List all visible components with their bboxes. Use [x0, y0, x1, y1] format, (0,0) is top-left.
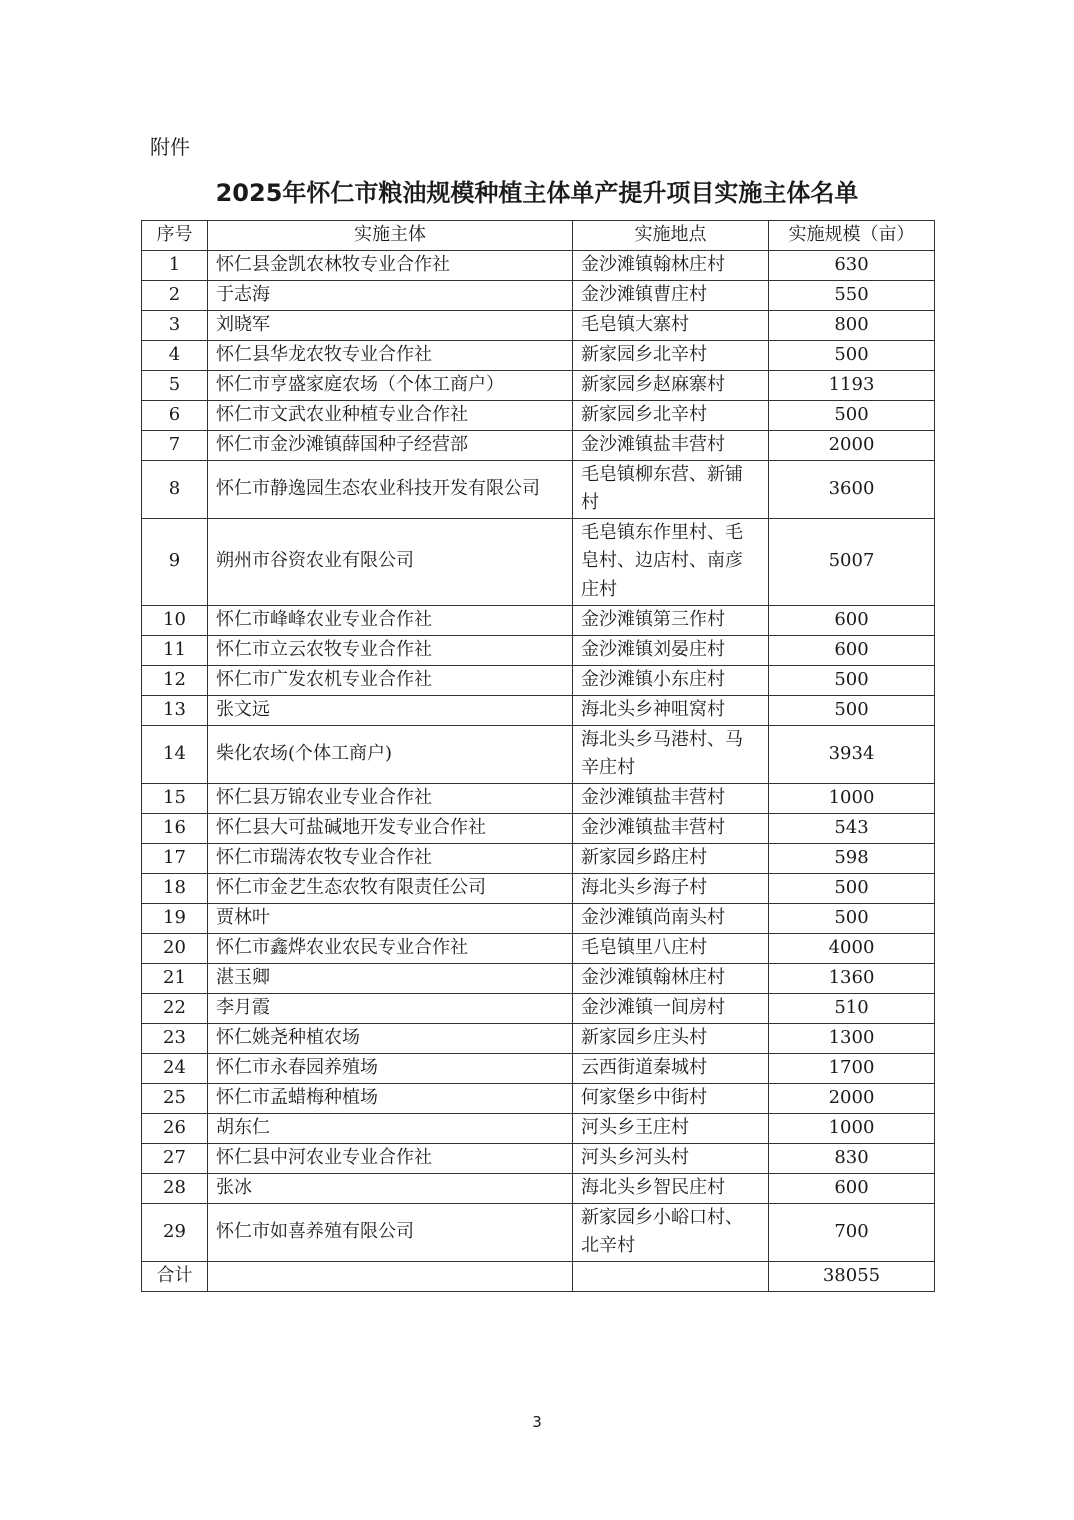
table-row — [142, 400, 935, 430]
implementation-scale: 500 — [769, 873, 935, 903]
total-label: 合计 — [142, 1261, 208, 1291]
implementer-name: 怀仁县金凯农林牧专业合作社 — [208, 250, 573, 280]
implementer-name: 胡东仁 — [208, 1113, 573, 1143]
row-number: 14 — [142, 725, 208, 783]
header-location: 实施地点 — [573, 221, 769, 251]
implementation-scale: 5007 — [769, 518, 935, 605]
table-row — [142, 460, 935, 518]
implementation-scale: 1000 — [769, 1113, 935, 1143]
implementation-scale: 598 — [769, 843, 935, 873]
implementation-scale: 830 — [769, 1143, 935, 1173]
table-row — [142, 280, 935, 310]
implementer-name: 李月霞 — [208, 993, 573, 1023]
table-row — [142, 1143, 935, 1173]
row-number: 28 — [142, 1173, 208, 1203]
table-row — [142, 873, 935, 903]
implementation-location: 金沙滩镇盐丰营村 — [573, 430, 769, 460]
row-number: 21 — [142, 963, 208, 993]
table-row — [142, 813, 935, 843]
implementation-location: 金沙滩镇翰林庄村 — [573, 963, 769, 993]
implementation-scale: 500 — [769, 340, 935, 370]
implementation-location: 海北头乡海子村 — [573, 873, 769, 903]
implementer-name: 怀仁市如喜养殖有限公司 — [208, 1203, 573, 1261]
table-row — [142, 518, 935, 605]
implementer-name: 怀仁市孟蜡梅种植场 — [208, 1083, 573, 1113]
implementation-location: 新家园乡庄头村 — [573, 1023, 769, 1053]
table-row — [142, 635, 935, 665]
row-number: 29 — [142, 1203, 208, 1261]
row-number: 15 — [142, 783, 208, 813]
implementer-name: 怀仁县华龙农牧专业合作社 — [208, 340, 573, 370]
header-name: 实施主体 — [208, 221, 573, 251]
table-row — [142, 843, 935, 873]
table-row — [142, 963, 935, 993]
row-number: 3 — [142, 310, 208, 340]
implementer-name: 怀仁市广发农机专业合作社 — [208, 665, 573, 695]
implementer-name: 怀仁县万锦农业专业合作社 — [208, 783, 573, 813]
table-row — [142, 430, 935, 460]
total-empty-name — [208, 1261, 573, 1291]
total-row — [142, 1261, 935, 1291]
page-number: 3 — [532, 1413, 542, 1431]
implementation-scale: 500 — [769, 400, 935, 430]
implementer-name: 柴化农场(个体工商户) — [208, 725, 573, 783]
row-number: 9 — [142, 518, 208, 605]
table-row — [142, 933, 935, 963]
implementation-scale: 1360 — [769, 963, 935, 993]
table-row — [142, 340, 935, 370]
implementation-location: 新家园乡小峪口村、北辛村 — [573, 1203, 769, 1261]
total-scale: 38055 — [769, 1261, 935, 1291]
table-row — [142, 1083, 935, 1113]
implementation-scale: 500 — [769, 695, 935, 725]
row-number: 1 — [142, 250, 208, 280]
table-row — [142, 1203, 935, 1261]
implementation-scale: 1700 — [769, 1053, 935, 1083]
table-row — [142, 1113, 935, 1143]
header-scale: 实施规模（亩） — [769, 221, 935, 251]
implementation-location: 金沙滩镇一间房村 — [573, 993, 769, 1023]
implementation-scale: 1193 — [769, 370, 935, 400]
implementation-location: 毛皂镇大寨村 — [573, 310, 769, 340]
table-row — [142, 695, 935, 725]
row-number: 27 — [142, 1143, 208, 1173]
implementation-location: 金沙滩镇尚南头村 — [573, 903, 769, 933]
implementation-location: 新家园乡北辛村 — [573, 340, 769, 370]
implementer-name: 贾林叶 — [208, 903, 573, 933]
implementer-name: 怀仁市瑞涛农牧专业合作社 — [208, 843, 573, 873]
implementation-location: 金沙滩镇第三作村 — [573, 605, 769, 635]
implementer-name: 刘晓军 — [208, 310, 573, 340]
implementer-name: 怀仁市静逸园生态农业科技开发有限公司 — [208, 460, 573, 518]
implementer-name: 怀仁市文武农业种植专业合作社 — [208, 400, 573, 430]
implementation-scale: 4000 — [769, 933, 935, 963]
total-empty-location — [573, 1261, 769, 1291]
implementation-scale: 500 — [769, 903, 935, 933]
implementer-name: 怀仁市永春园养殖场 — [208, 1053, 573, 1083]
row-number: 8 — [142, 460, 208, 518]
row-number: 10 — [142, 605, 208, 635]
row-number: 24 — [142, 1053, 208, 1083]
implementation-location: 海北头乡马港村、马辛庄村 — [573, 725, 769, 783]
implementer-name: 怀仁市鑫烨农业农民专业合作社 — [208, 933, 573, 963]
table-row — [142, 1053, 935, 1083]
table-row — [142, 903, 935, 933]
row-number: 20 — [142, 933, 208, 963]
implementer-name: 朔州市谷资农业有限公司 — [208, 518, 573, 605]
implementation-location: 新家园乡北辛村 — [573, 400, 769, 430]
implementation-location: 金沙滩镇盐丰营村 — [573, 783, 769, 813]
table-row — [142, 993, 935, 1023]
table-row — [142, 310, 935, 340]
implementation-scale: 1300 — [769, 1023, 935, 1053]
implementer-name: 怀仁县中河农业专业合作社 — [208, 1143, 573, 1173]
row-number: 4 — [142, 340, 208, 370]
table-row — [142, 605, 935, 635]
implementation-location: 毛皂镇里八庄村 — [573, 933, 769, 963]
implementer-name: 怀仁姚尧种植农场 — [208, 1023, 573, 1053]
implementer-name: 张文远 — [208, 695, 573, 725]
page-title: 2025年怀仁市粮油规模种植主体单产提升项目实施主体名单 — [215, 179, 859, 207]
implementation-location: 金沙滩镇盐丰营村 — [573, 813, 769, 843]
implementation-scale: 3934 — [769, 725, 935, 783]
implementation-scale: 800 — [769, 310, 935, 340]
table-row — [142, 783, 935, 813]
row-number: 18 — [142, 873, 208, 903]
implementation-scale: 2000 — [769, 1083, 935, 1113]
implementation-scale: 2000 — [769, 430, 935, 460]
implementation-scale: 600 — [769, 605, 935, 635]
row-number: 16 — [142, 813, 208, 843]
implementation-scale: 700 — [769, 1203, 935, 1261]
implementer-name: 于志海 — [208, 280, 573, 310]
header-no: 序号 — [142, 221, 208, 251]
implementation-location: 新家园乡赵麻寨村 — [573, 370, 769, 400]
implementation-location: 金沙滩镇曹庄村 — [573, 280, 769, 310]
implementation-location: 新家园乡路庄村 — [573, 843, 769, 873]
implementation-scale: 1000 — [769, 783, 935, 813]
implementer-name: 怀仁县大可盐碱地开发专业合作社 — [208, 813, 573, 843]
implementation-scale: 3600 — [769, 460, 935, 518]
implementation-location: 云西街道秦城村 — [573, 1053, 769, 1083]
row-number: 7 — [142, 430, 208, 460]
implementation-scale: 510 — [769, 993, 935, 1023]
implementer-name: 怀仁市金艺生态农牧有限责任公司 — [208, 873, 573, 903]
row-number: 25 — [142, 1083, 208, 1113]
implementation-location: 河头乡河头村 — [573, 1143, 769, 1173]
row-number: 12 — [142, 665, 208, 695]
implementation-location: 金沙滩镇小东庄村 — [573, 665, 769, 695]
implementation-location: 河头乡王庄村 — [573, 1113, 769, 1143]
row-number: 5 — [142, 370, 208, 400]
implementation-location: 毛皂镇柳东营、新铺村 — [573, 460, 769, 518]
implementation-location: 金沙滩镇翰林庄村 — [573, 250, 769, 280]
table-row — [142, 1173, 935, 1203]
implementation-location: 海北头乡智民庄村 — [573, 1173, 769, 1203]
row-number: 13 — [142, 695, 208, 725]
row-number: 6 — [142, 400, 208, 430]
row-number: 2 — [142, 280, 208, 310]
implementation-scale: 500 — [769, 665, 935, 695]
implementation-scale: 600 — [769, 635, 935, 665]
table-header-row — [142, 221, 935, 251]
implementation-location: 何家堡乡中街村 — [573, 1083, 769, 1113]
implementation-scale: 550 — [769, 280, 935, 310]
table-row — [142, 370, 935, 400]
implementer-name: 怀仁市亨盛家庭农场（个体工商户） — [208, 370, 573, 400]
implementation-location: 海北头乡神咀窝村 — [573, 695, 769, 725]
implementation-location: 金沙滩镇刘晏庄村 — [573, 635, 769, 665]
table-row — [142, 250, 935, 280]
implementer-name: 怀仁市峰峰农业专业合作社 — [208, 605, 573, 635]
row-number: 22 — [142, 993, 208, 1023]
implementation-scale: 630 — [769, 250, 935, 280]
row-number: 26 — [142, 1113, 208, 1143]
implementer-name: 怀仁市金沙滩镇薛国种子经营部 — [208, 430, 573, 460]
table-row — [142, 665, 935, 695]
row-number: 19 — [142, 903, 208, 933]
implementer-name: 湛玉卿 — [208, 963, 573, 993]
row-number: 11 — [142, 635, 208, 665]
attachment-label: 附件 — [150, 135, 190, 159]
implementer-table — [141, 220, 935, 1292]
table-row — [142, 725, 935, 783]
implementation-location: 毛皂镇东作里村、毛皂村、边店村、南彦庄村 — [573, 518, 769, 605]
implementation-scale: 600 — [769, 1173, 935, 1203]
implementation-scale: 543 — [769, 813, 935, 843]
row-number: 23 — [142, 1023, 208, 1053]
implementer-name: 怀仁市立云农牧专业合作社 — [208, 635, 573, 665]
table-row — [142, 1023, 935, 1053]
implementer-name: 张冰 — [208, 1173, 573, 1203]
row-number: 17 — [142, 843, 208, 873]
